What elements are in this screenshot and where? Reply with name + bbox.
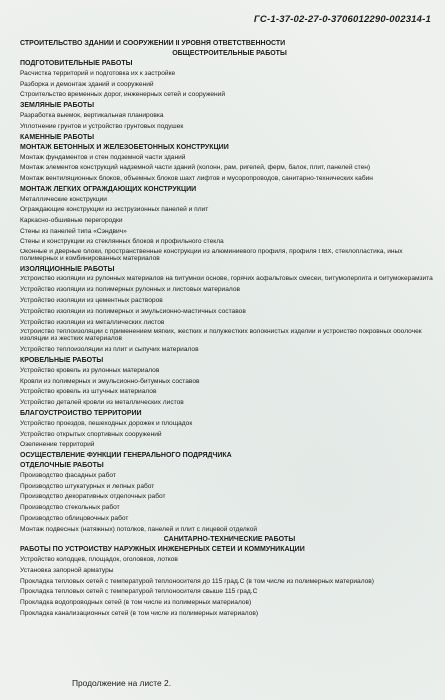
work-item: Устройство изоляции из полимерных и эмульсионно-мастичных составов: [20, 307, 246, 315]
work-item: Производство стекольных работ: [20, 504, 120, 512]
work-item: Устройство изоляции из цементных растворов: [20, 297, 163, 305]
section-heading: РАБОТЫ ПО УСТРОЙСТВУ НАРУЖНЫХ ИНЖЕНЕРНЫХ СЕТЕЙ И КОММУНИКАЦИЙ: [20, 546, 305, 554]
work-item: Устройство теплоизоляции из плит и сыпучих материалов: [20, 346, 199, 354]
work-item: Разборка и демонтаж зданий и сооружений: [20, 80, 154, 88]
work-item: Производство облицовочных работ: [20, 514, 129, 522]
work-item: Ограждающие конструкции из экструзионных панелей и плит: [20, 206, 209, 214]
work-item: Прокладка канализационных сетей (в том числе из полимерных материалов): [20, 609, 259, 617]
work-item: Устройство проездов, пешеходных дорожек и площадок: [20, 419, 193, 427]
work-item: Уплотнение грунтов и устройство грунтовых подушек: [20, 122, 184, 130]
work-item: Прокладка тепловых сетей с температурой теплоносителя до 115 град.С (в том числе из полимерных материалов): [20, 577, 374, 585]
work-item: Производство фасадных работ: [20, 472, 116, 479]
work-item: Стены из панелей типа «Сэндвич»: [20, 227, 127, 235]
work-item: Прокладка тепловых сетей с температурой теплоносителя свыше 115 град.С: [20, 588, 258, 596]
work-item: Разработка выемок, вертикальная планировка: [20, 112, 164, 120]
work-item: Расчистка территорий и подготовка их к застройке: [20, 70, 176, 77]
section-heading: КАМЕННЫЕ РАБОТЫ: [20, 133, 95, 141]
work-item: Прокладка водопроводных сетей (в том числе из полимерных материалов): [20, 599, 252, 607]
document-number: ГС-1-37-02-27-0-3706012290-002314-1: [253, 14, 431, 25]
section-heading: КРОВЕЛЬНЫЕ РАБОТЫ: [20, 357, 104, 365]
continuation-note: Продолжение на листе 2.: [72, 678, 172, 688]
work-item: Устройство открытых спортивных сооружений: [20, 430, 162, 438]
section-heading: ИЗОЛЯЦИОННЫЕ РАБОТЫ: [20, 266, 115, 274]
section-heading: ОСУЩЕСТВЛЕНИЕ ФУНКЦИЙ ГЕНЕРАЛЬНОГО ПОДРЯДЧИКА: [20, 452, 232, 459]
section-heading: САНИТАРНО-ТЕХНИЧЕСКИЕ РАБОТЫ: [163, 536, 296, 544]
section-heading: МОНТАЖ ЛЕГКИХ ОГРАЖДАЮЩИХ КОНСТРУКЦИЙ: [20, 185, 197, 193]
section-heading: ПОДГОТОВИТЕЛЬНЫЕ РАБОТЫ: [20, 60, 133, 67]
work-item: Монтаж подвесных (натяжных) потолков, панелей и плит с лицевой отделкой: [20, 525, 258, 533]
work-item: Монтаж элементов конструкций надземной части зданий (колонн, рам, ригелей, ферм, балок, плит, панелей стен): [20, 164, 371, 172]
work-item: Устройство деталей кровли из металлических листов: [20, 399, 184, 407]
section-heading: СТРОИТЕЛЬСТВО ЗДАНИЙ И СООРУЖЕНИЙ II УРОВНЯ ОТВЕТСТВЕННОСТИ: [20, 40, 286, 47]
work-item: Стены и конструкции из стеклянных блоков и профильного стекла: [20, 238, 224, 246]
work-item: Установка запорной арматуры: [20, 566, 114, 574]
work-item: Каркасно-обшивные перегородки: [20, 217, 123, 225]
work-item: Кровли из полимерных и эмульсионно-битумных составов: [20, 377, 200, 385]
work-item: Озеленение территорий: [20, 441, 95, 449]
section-heading: МОНТАЖ БЕТОННЫХ И ЖЕЛЕЗОБЕТОННЫХ КОНСТРУКЦИЙ: [20, 143, 229, 151]
section-heading: ЗЕМЛЯНЫЕ РАБОТЫ: [20, 102, 95, 110]
work-item: Монтаж вентиляционных блоков, объемных блоков шахт лифтов и мусоропроводов, санитарно-технических кабин: [20, 174, 373, 182]
work-item: Оконные и дверные блоки, пространственные конструкции из алюминиевого профиля, профиля ПВХ, стеклопластика, иных полимерных и комбинированных материалов: [20, 249, 403, 263]
work-item: Устройство колодцев, площадок, оголовков, лотков: [20, 556, 178, 564]
work-item: Производство декоративных отделочных работ: [20, 493, 166, 501]
work-list: [20, 40, 439, 620]
section-heading: БЛАГОУСТРОЙСТВО ТЕРРИТОРИИ: [20, 409, 142, 417]
work-item: Устройство кровель из рулонных материалов: [20, 367, 160, 375]
work-item: Устройство теплоизоляции с применением мягких, жестких и полужестких волокнистых изделий и устройство покровных оболочек изоляции из жестких материалов: [20, 329, 422, 343]
work-item: Устройство изоляции из рулонных материалов на битумной основе, горячих асфальтовых смесей, битумолерлита и битумокерамзита: [20, 276, 433, 283]
work-item: Устройство изоляции из полимерных рулонных и листовых материалов: [20, 286, 241, 294]
work-item: Устройство изоляции из металлических листов: [20, 318, 165, 326]
section-heading: ОТДЕЛОЧНЫЕ РАБОТЫ: [20, 462, 104, 469]
section-heading: ОБЩЕСТРОИТЕЛЬНЫЕ РАБОТЫ: [172, 50, 287, 57]
work-item: Производство штукатурных и лепных работ: [20, 482, 155, 490]
work-item: Монтаж фундаментов и стен подземной части зданий: [20, 153, 186, 161]
work-item: Устройство кровель из штучных материалов: [20, 388, 157, 396]
work-item: Металлические конструкции: [20, 195, 107, 203]
work-item: Строительство временных дорог, инженерных сетей и сооружений: [20, 91, 226, 99]
